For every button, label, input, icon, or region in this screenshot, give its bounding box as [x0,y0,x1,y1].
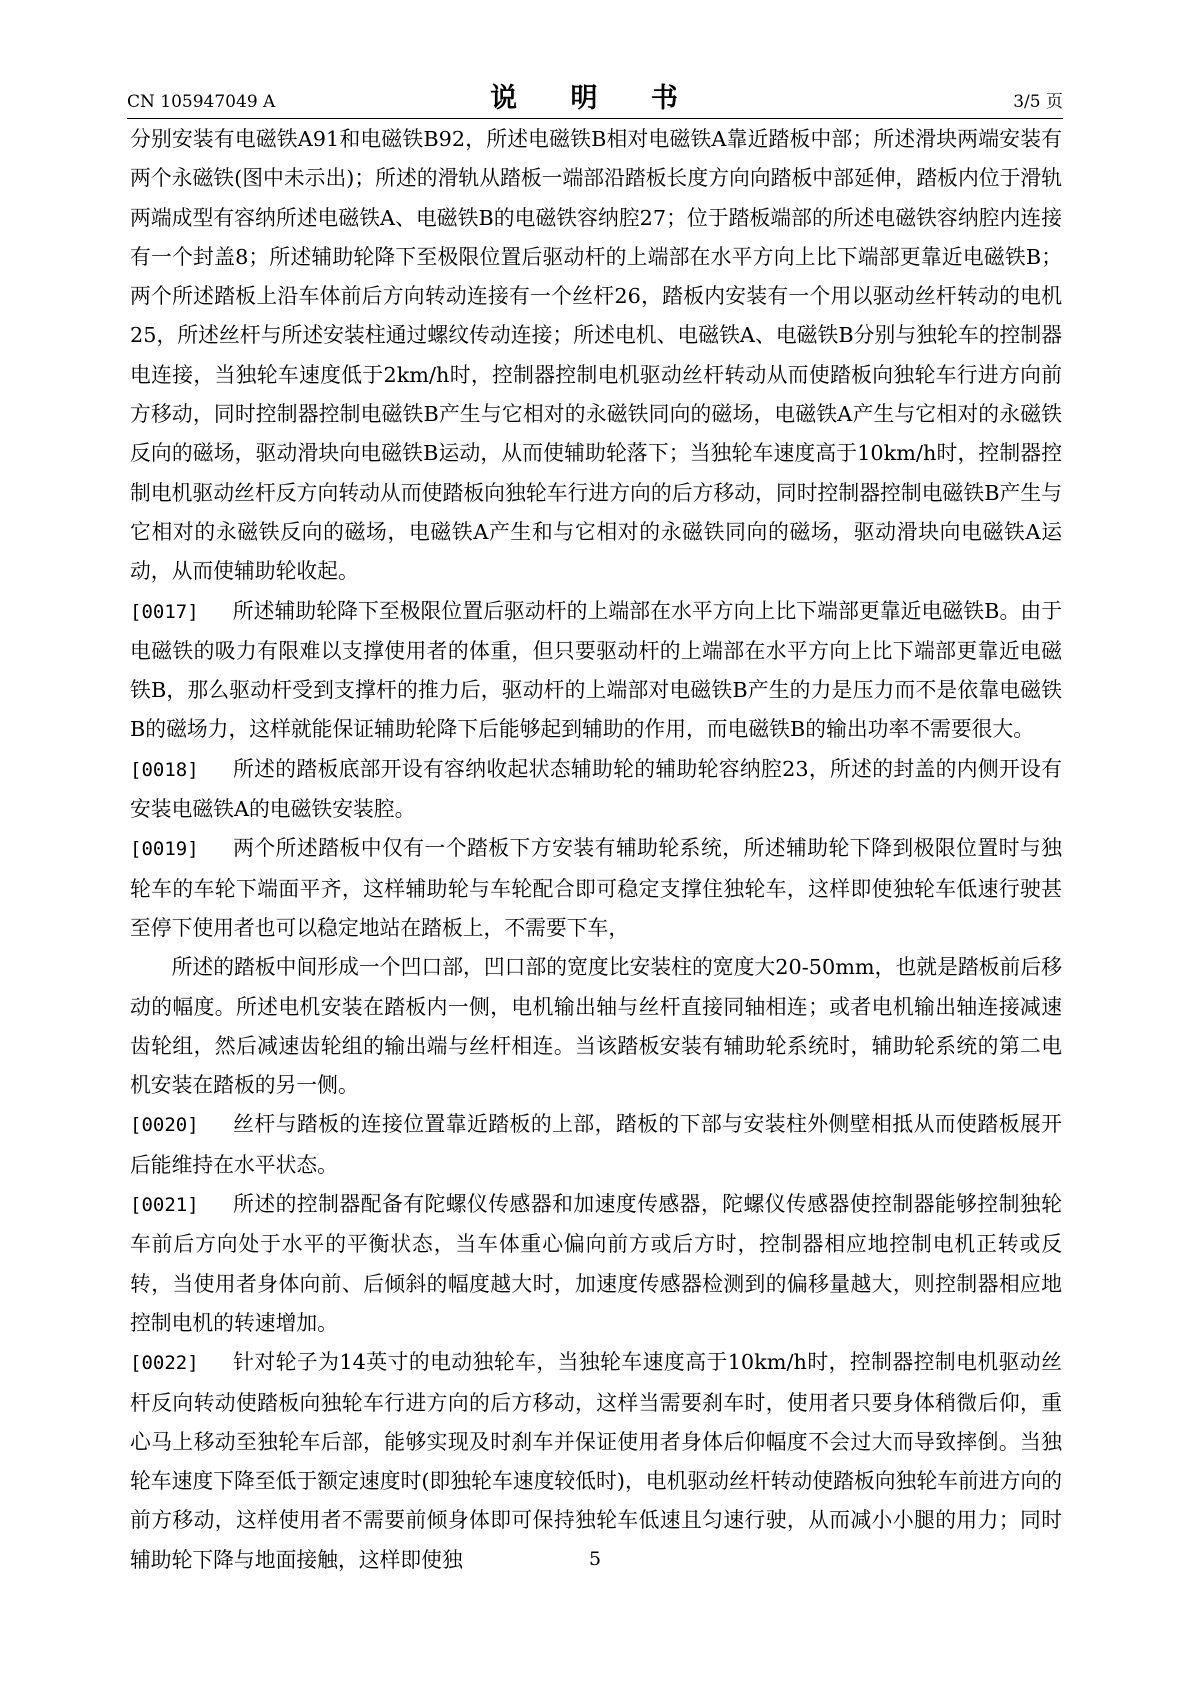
patent-number: CN 105947049 A [127,92,276,112]
paragraph-text: 丝杆与踏板的连接位置靠近踏板的上部，踏板的下部与安装柱外侧壁相抵从而使踏板展开后能维持在水平状态。 [130,1112,1062,1177]
paragraph-number: [0020] [130,1114,199,1137]
page-header [127,68,1063,118]
paragraph-unnumbered [130,948,1062,1105]
document-body [130,120,1062,1580]
paragraph-0019 [130,829,1062,948]
header-divider [127,118,1063,119]
paragraph-text: 所述辅助轮降下至极限位置后驱动杆的上端部在水平方向上比下端部更靠近电磁铁B。由于电磁铁的吸力有限难以支撑使用者的体重，但只要驱动杆的上端部在水平方向上比下端部更靠近电磁铁B，那么驱动杆受到支撑杆的推力后，驱动杆的上端部对电磁铁B产生的力是压力而不是依靠电磁铁B的磁场力，这样就能保证辅助轮降下后能够起到辅助的作用，而电磁铁B的输出功率不需要很大。 [130,598,1062,742]
paragraph-number: [0021] [130,1194,199,1217]
paragraph-text: 所述的控制器配备有陀螺仪传感器和加速度传感器，陀螺仪传感器使控制器能够控制独轮车前后方向处于水平的平衡状态，当车体重心偏向前方或后方时，控制器相应地控制电机正转或反转，当使用者身体向前、后倾斜的幅度越大时，加速度传感器检测到的偏移量越大，则控制器相应地控制电机的转速增加。 [130,1192,1062,1335]
paragraph-text: 分别安装有电磁铁A91和电磁铁B92，所述电磁铁B相对电磁铁A靠近踏板中部；所述滑块两端安装有两个永磁铁(图中未示出)；所述的滑轨从踏板一端部沿踏板长度方向向踏板中部延伸，踏板内位于滑轨两端成型有容纳所述电磁铁A、电磁铁B的电磁铁容纳腔27；位于踏板端部的所述电磁铁容纳腔内连接有一个封盖8；所述辅助轮降下至极限位置后驱动杆的上端部在水平方向上比下端部更靠近电磁铁B；两个所述踏板上沿车体前后方向转动连接有一个丝杆26，踏板内安装有一个用以驱动丝杆转动的电机25，所述丝杆与所述安装柱通过螺纹传动连接；所述电机、电磁铁A、电磁铁B分别与独轮车的控制器电连接，当独轮车速度低于2km/h时，控制器控制电机驱动丝杆转动从而使踏板向独轮车行进方向前方移动，同时控制器控制电磁铁B产生与它相对的永磁铁同向的磁场，电磁铁A产生与它相对的永磁铁反向的磁场，驱动滑块向电磁铁B运动，从而使辅助轮落下；当独轮车速度高于10km/h时，控制器控制电机驱动丝杆反方向转动从而使踏板向独轮车行进方向的后方移动，同时控制器控制电磁铁B产生与它相对的永磁铁反向的磁场，电磁铁A产生和与它相对的永磁铁同向的磁场，驱动滑块向电磁铁A运动，从而使辅助轮收起。 [130,127,1062,584]
paragraph-0018 [130,750,1062,830]
paragraph-text: 所述的踏板底部开设有容纳收起状态辅助轮的辅助轮容纳腔23，所述的封盖的内侧开设有安装电磁铁A的电磁铁安装腔。 [130,756,1062,822]
paragraph-number: [0022] [130,1352,199,1375]
paragraph-continued [130,120,1062,592]
paragraph-0017 [130,592,1062,750]
page-indicator: 3/5 页 [1013,92,1063,112]
paragraph-text: 针对轮子为14英寸的电动独轮车，当独轮车速度高于10km/h时，控制器控制电机驱动丝杆反向转动使踏板向独轮车行进方向的后方移动，这样当需要刹车时，使用者只要身体稍微后仰，重心马上移动至独轮车后部，能够实现及时刹车并保证使用者身体后仰幅度不会过大而导致摔倒。当独轮车速度下降至低于额定速度时(即独轮车速度较低时)，电机驱动丝杆转动使踏板向独轮车前进方向的前方移动，这样使用者不需要前倾身体即可保持独轮车低速且匀速行驶，从而减小小腿的用力；同时辅助轮下降与地面接触，这样即使独 [130,1350,1062,1572]
page-number: 5 [588,1548,602,1570]
document-title: 说 明 书 [490,83,700,114]
paragraph-number: [0017] [130,600,199,623]
paragraph-0020 [130,1105,1062,1185]
paragraph-text: 所述的踏板中间形成一个凹口部，凹口部的宽度比安装柱的宽度大20-50mm，也就是踏板前后移动的幅度。所述电机安装在踏板内一侧，电机输出轴与丝杆直接同轴相连；或者电机输出轴连接减速齿轮组，然后减速齿轮组的输出端与丝杆相连。当该踏板安装有辅助轮系统时，辅助轮系统的第二电机安装在踏板的另一侧。 [130,955,1062,1098]
paragraph-0022 [130,1343,1062,1580]
paragraph-0021 [130,1185,1062,1343]
paragraph-number: [0018] [130,758,199,781]
paragraph-text: 两个所述踏板中仅有一个踏板下方安装有辅助轮系统，所述辅助轮下降到极限位置时与独轮车的车轮下端面平齐，这样辅助轮与车轮配合即可稳定支撑住独轮车，这样即使独轮车低速行驶甚至停下使用者也可以稳定地站在踏板上，不需要下车， [130,836,1062,940]
paragraph-number: [0019] [130,838,199,861]
